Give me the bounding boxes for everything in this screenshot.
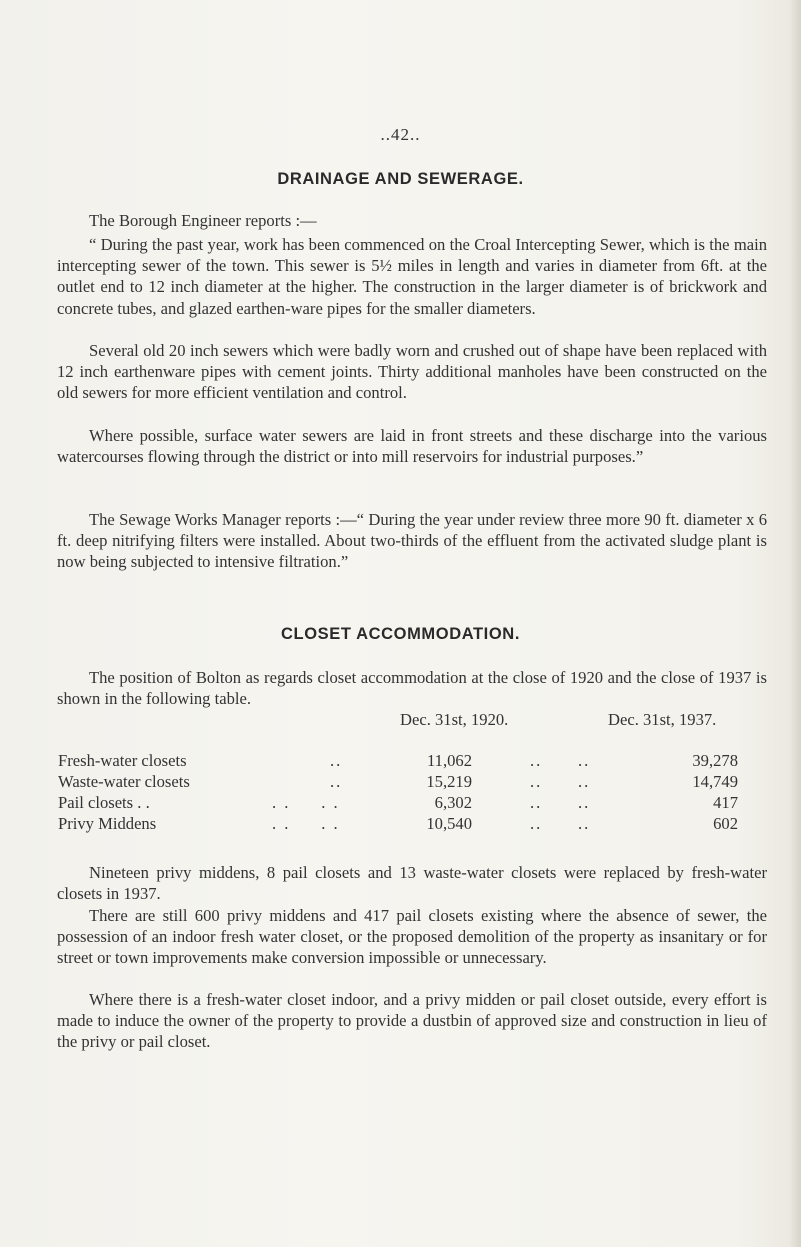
table-row: [58, 793, 770, 814]
leader-dots: ..: [530, 751, 543, 770]
leader-dots: ..: [330, 772, 343, 791]
row-label: Waste-water closets: [58, 772, 190, 791]
leader-dots: ..: [578, 751, 591, 770]
leader-dots: ..: [578, 793, 591, 812]
row-label: Fresh-water closets: [58, 751, 187, 770]
leader-dots: ..: [578, 814, 591, 833]
drainage-paragraph-2: Several old 20 inch sewers which were badly worn and crushed out of shape have been replaced with 12 inch earthenware pipes with cement joints. Thirty additional manholes have been constructed on the old sewers for more efficient ventilation and control.: [57, 341, 767, 403]
table-row: [58, 772, 770, 793]
drainage-paragraph-1: “ During the past year, work has been commenced on the Croal Intercepting Sewer, which is the main intercepting sewer of the town. This sewer is 5½ miles in length and varies in diameter from 6ft. at the outlet end to 12 inch diameter at the higher. The construction in the larger diameter is of brickwork and concrete tubes, and glazed earthen-ware pipes for the smaller diameters.: [57, 235, 767, 318]
leader-dots: ..: [530, 772, 543, 791]
row-label: Privy Middens: [58, 814, 157, 833]
leader-dots: ..: [330, 751, 343, 770]
column-header-1920: Dec. 31st, 1920.: [400, 710, 509, 729]
closet-paragraph-2: There are still 600 privy middens and 417 pail closets existing where the absence of sewer, the possession of an indoor fresh water closet, or the proposed demolition of the property as insanitary or for street or town improvements make conversion impossible or unnecessary.: [57, 906, 767, 968]
drainage-paragraph-3: Where possible, surface water sewers are laid in front streets and these discharge into the various watercourses flowing through the district or into mill reservoirs for industrial purposes.”: [57, 426, 767, 467]
value-1937: 602: [713, 814, 738, 833]
leader-dots: ..: [578, 772, 591, 791]
leader-dots: ..: [530, 814, 543, 833]
table-row: [58, 751, 770, 772]
sewage-works-paragraph: The Sewage Works Manager reports :—“ During the year under review three more 90 ft. diameter x 6 ft. deep nitrifying filters were installed. About two-thirds of the effluent from the activated sludge plant is now being subjected to intensive filtration.”: [57, 510, 767, 572]
value-1920: 11,062: [426, 751, 472, 770]
drainage-heading: DRAINAGE AND SEWERAGE.: [277, 170, 524, 188]
column-header-1937: Dec. 31st, 1937.: [608, 710, 717, 729]
closet-heading: CLOSET ACCOMMODATION.: [281, 625, 520, 643]
value-1920: 6,302: [434, 793, 472, 812]
drainage-intro: The Borough Engineer reports :—: [89, 211, 317, 230]
closet-paragraph-3: Where there is a fresh-water closet indoor, and a privy midden or pail closet outside, every effort is made to induce the owner of the property to provide a dustbin of approved size and construction in lieu of the privy or pail closet.: [57, 990, 767, 1052]
closet-intro: The position of Bolton as regards closet accommodation at the close of 1920 and the close of 1937 is shown in the following table.: [57, 668, 767, 709]
value-1920: 10,540: [426, 814, 472, 833]
row-label: Pail closets . .: [58, 793, 150, 812]
value-1937: 14,749: [692, 772, 738, 791]
page-number: ..42..: [380, 125, 421, 144]
value-1937: 417: [713, 793, 738, 812]
value-1920: 15,219: [426, 772, 472, 791]
table-row: [58, 814, 770, 835]
leader-dots: ..: [530, 793, 543, 812]
leader-dots: . . . .: [272, 814, 340, 833]
value-1937: 39,278: [692, 751, 738, 770]
leader-dots: . . . .: [272, 793, 340, 812]
closet-paragraph-1: Nineteen privy middens, 8 pail closets and 13 waste-water closets were replaced by fresh-water closets in 1937.: [57, 863, 767, 904]
